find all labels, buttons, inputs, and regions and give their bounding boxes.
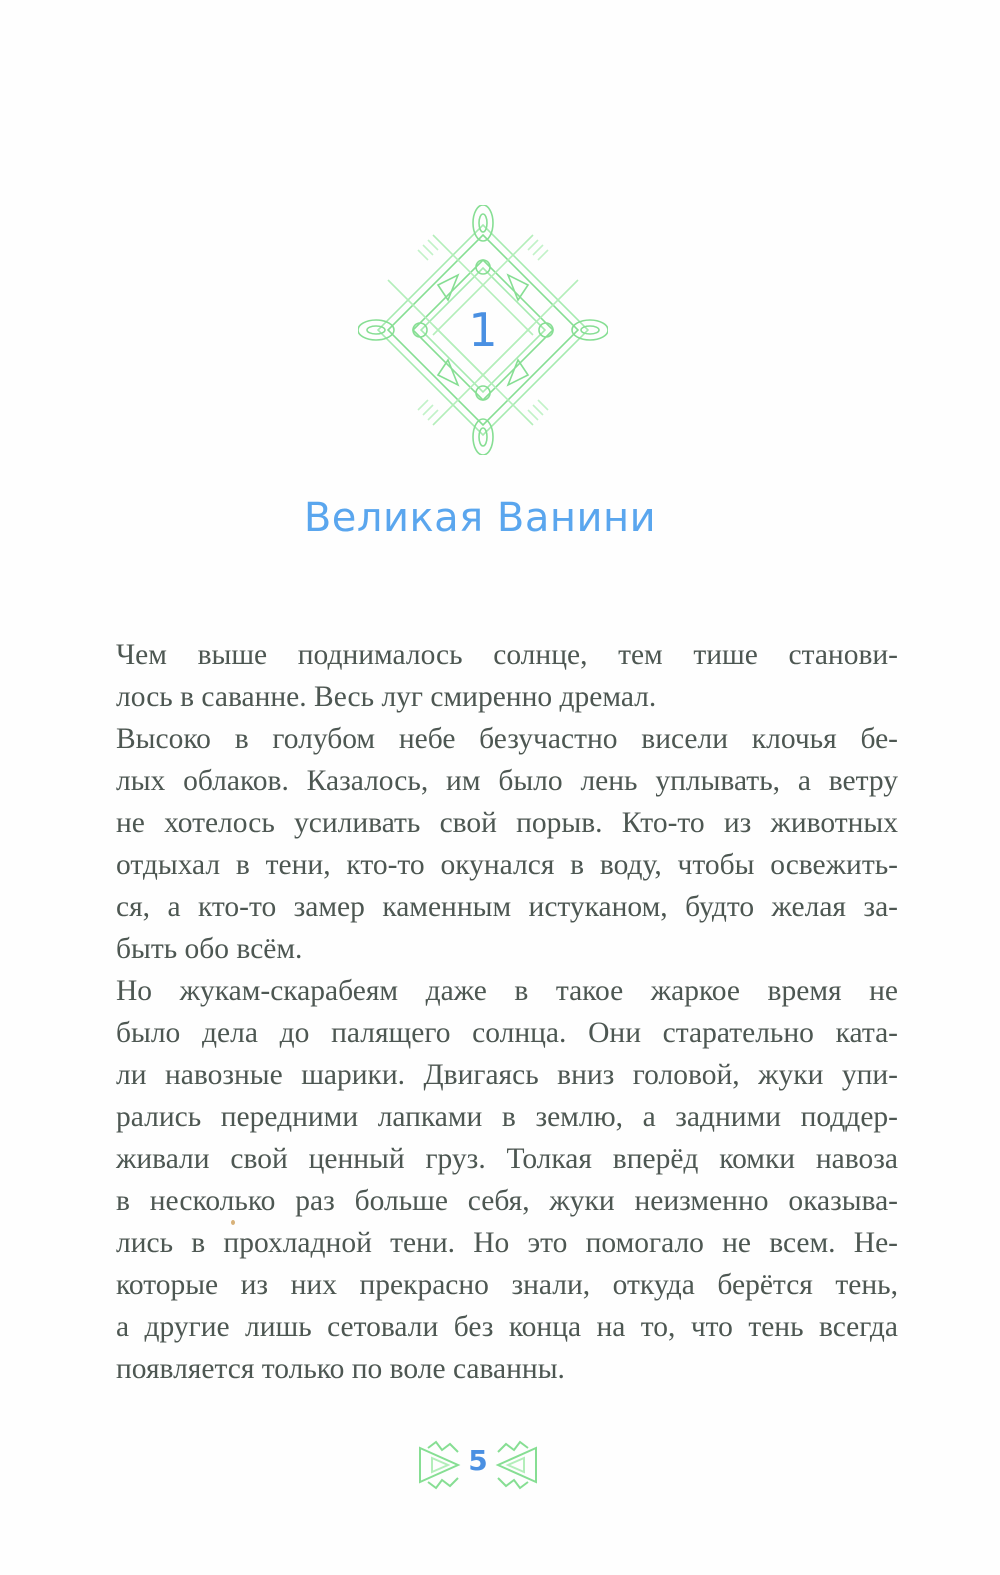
page-number: 5 bbox=[468, 1444, 488, 1477]
text-line: лых облаков. Казалось, им было лень уплывать, а ветру bbox=[116, 765, 898, 797]
text-line: не хотелось усиливать свой порыв. Кто-то из животных bbox=[116, 807, 898, 839]
paragraph-2 bbox=[68, 718, 898, 970]
text-line: рались передними лапками в землю, а задними поддер- bbox=[116, 1101, 898, 1133]
paper-speck bbox=[231, 1220, 235, 1225]
text-line: живали свой ценный груз. Толкая вперёд комки навоза bbox=[116, 1143, 898, 1175]
text-line: лись в прохладной тени. Но это помогало не всем. Не- bbox=[116, 1227, 898, 1259]
paragraph-1 bbox=[68, 634, 898, 718]
text-line: в несколько раз больше себя, жуки неизменно оказыва- bbox=[116, 1185, 898, 1217]
text-line: которые из них прекрасно знали, откуда берётся тень, bbox=[116, 1269, 898, 1301]
page-footer bbox=[418, 1440, 538, 1490]
text-line: Высоко в голубом небе безучастно висели клочья бе- bbox=[116, 723, 898, 755]
paragraph-3 bbox=[68, 970, 898, 1390]
text-line: появляется только по воле саванны. bbox=[116, 1353, 565, 1385]
chapter-number: 1 bbox=[468, 303, 498, 357]
text-line: быть обо всём. bbox=[116, 933, 303, 965]
text-line: было дела до палящего солнца. Они старательно ката- bbox=[116, 1017, 898, 1049]
chapter-body bbox=[68, 634, 898, 1390]
text-line: Но жукам-скарабеям даже в такое жаркое время не bbox=[116, 975, 898, 1007]
text-line: Чем выше поднималось солнце, тем тише станови- bbox=[116, 639, 898, 671]
text-line: ли навозные шарики. Двигаясь вниз головой, жуки упи- bbox=[116, 1059, 898, 1091]
triangle-ornament-icon bbox=[488, 1440, 538, 1490]
text-line: лось в саванне. Весь луг смиренно дремал. bbox=[116, 681, 657, 713]
text-line: а другие лишь сетовали без конца на то, что тень всегда bbox=[116, 1311, 898, 1343]
chapter-title: Великая Ванини bbox=[303, 495, 657, 541]
text-line: отдыхал в тени, кто-то окунался в воду, чтобы освежить- bbox=[116, 849, 898, 881]
text-line: ся, а кто-то замер каменным истуканом, будто желая за- bbox=[116, 891, 898, 923]
